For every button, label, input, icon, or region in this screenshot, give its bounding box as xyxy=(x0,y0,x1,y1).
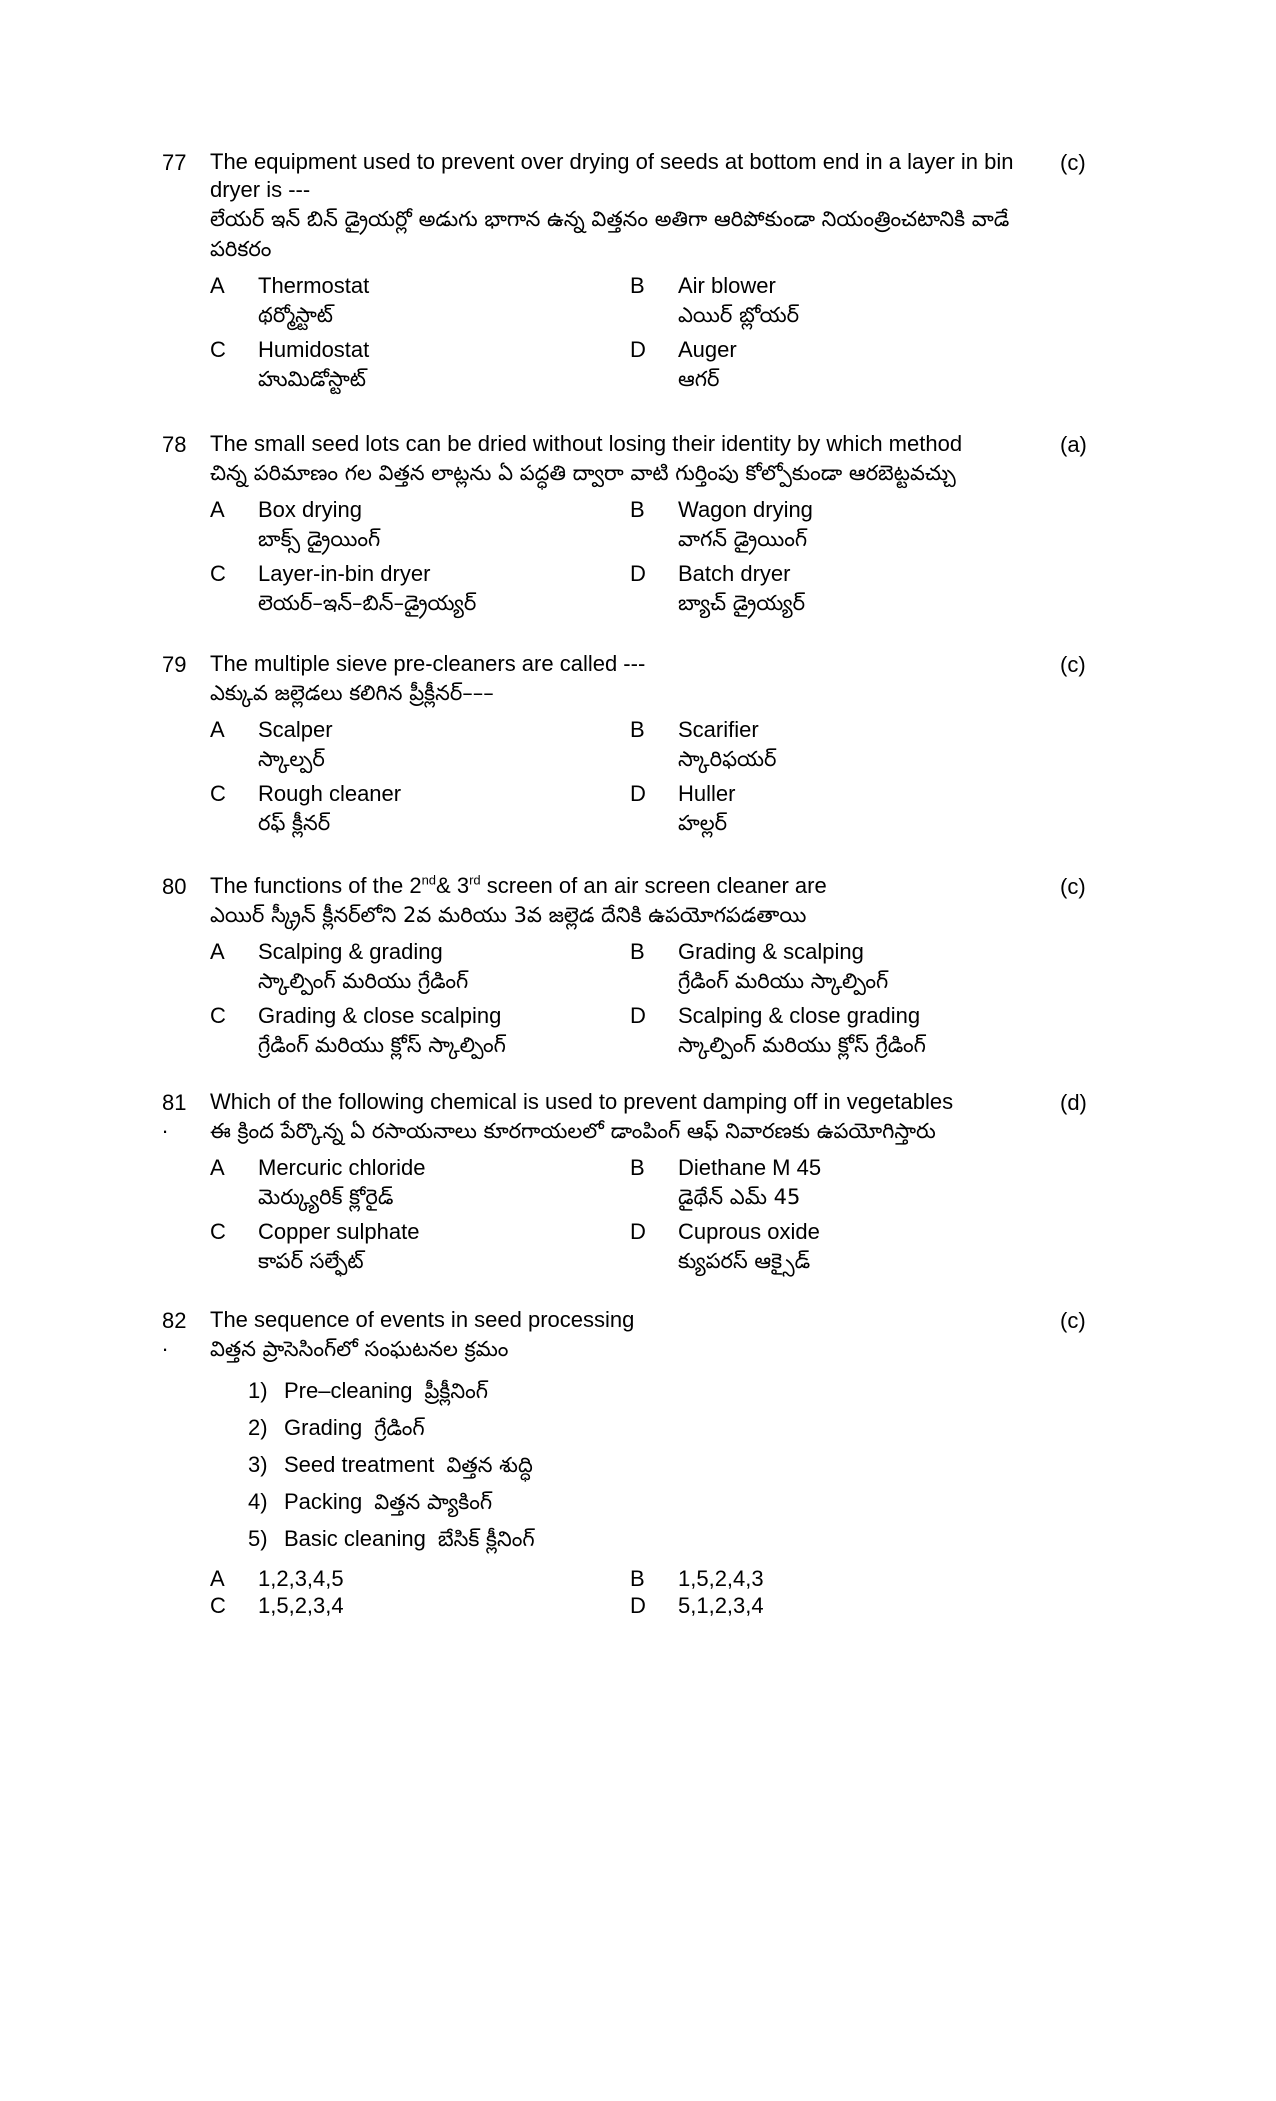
question-text-te: విత్తన ప్రాసెసింగ్‌లో సంఘటనల క్రమం xyxy=(210,1337,509,1361)
option-a: A 1,2,3,4,5 xyxy=(210,1566,344,1591)
list-item: 2) Grading గ్రేడింగ్ xyxy=(248,1415,425,1440)
list-item: 1) Pre–cleaning ప్రీక్లీనింగ్ xyxy=(248,1378,488,1403)
answer-key: (c) xyxy=(1060,652,1086,677)
list-item: 3) Seed treatment విత్తన శుద్ధి xyxy=(248,1452,533,1477)
list-item: 4) Packing విత్తన ప్యాకింగ్ xyxy=(248,1489,493,1514)
question-number: 79 xyxy=(162,652,187,677)
question-number: 77 xyxy=(162,150,187,175)
sequence-list xyxy=(248,1372,1040,1557)
question-number: 82 . xyxy=(162,1308,187,1356)
question-text-en: The sequence of events in seed processing xyxy=(210,1307,635,1332)
question-text-te: చిన్న పరిమాణం గల విత్తన లాట్లను ఏ పద్ధతి ద్వారా వాటి గుర్తింపు కోల్పోకుండా ఆరబెట్టవచ్చు xyxy=(210,461,956,485)
question-text-te: లేయర్ ఇన్ బిన్ డ్రైయర్లో అడుగు భాగాన ఉన్న విత్తనం అతిగా ఆరిపోకుండా నియంత్రించటానికి వాడే పరికరం xyxy=(210,207,1010,261)
question-text-te: ఈ క్రింద పేర్కొన్న ఏ రసాయనాలు కూరగాయలలో డాంపింగ్ ఆఫ్ నివారణకు ఉపయోగిస్తారు xyxy=(210,1119,936,1143)
question-number: 81 . xyxy=(162,1090,187,1138)
list-item: 5) Basic cleaning బేసిక్ క్లీనింగ్ xyxy=(248,1526,535,1551)
question-text-en: The functions of the 2nd& 3rd screen of an air screen cleaner are xyxy=(210,872,827,898)
answer-key: (c) xyxy=(1060,1308,1086,1333)
answer-key: (c) xyxy=(1060,874,1086,899)
question-text-en: The equipment used to prevent over drying of seeds at bottom end in a layer in bin dryer is --- xyxy=(210,149,1014,202)
question-text-te: ఎయిర్ స్క్రీన్ క్లీనర్‌లోని 2వ మరియు 3వ జల్లెడ దేనికి ఉపయోగపడతాయి xyxy=(210,903,807,927)
exam-page: 77 The equipment used to prevent over drying of seeds at bottom end in a layer in bin dryer is --- లేయర్ ఇన్ బిన్ డ్రైయర్లో అడుగు భాగాన ఉన్న విత్తనం అతిగా ఆరిపోకుండా నియంత్రించటానికి వాడే పరికరం A Thermostat థర్మోస్టాట్ B Air blower ఎయిర్ బ్లోయర్ C Humidostat హుమిడోస్టాట్ D Auger ఆగర్ (c) 78 The small seed lots can be dried without losing their identity by which method చిన్న పరిమాణం గల విత్తన లాట్లను ఏ పద్ధతి ద్వారా వాటి గుర్తింపు కోల్పోకుండా ఆరబెట్టవచ్చు A Box drying బాక్స్ డ్రైయింగ్ B Wagon drying వాగన్ డ్రైయింగ్ C Layer-in-bin dryer లెయర్–ఇన్–బిన్–డ్రైయ్యర్ D Batch dryer బ్యాచ్ డ్రైయ్యర్ (a) 79 The multiple sieve pre-cleaners are called --- ఎక్కువ జల్లెడలు కలిగిన ప్రీక్లీనర్––– A Scalper స్కాల్పర్ B Scarifier స్కారిఫయర్ C Rough cleaner రఫ్ క్లీనర్ D Huller హల్లర్ (c) 80 The functions of the 2nd& 3rd screen of an air screen cleaner are ఎయిర్ స్క్రీన్ క్లీనర్‌లోని 2వ మరియు 3వ జల్లెడ దేనికి ఉపయోగపడతాయి A Scalping & grading స్కాల్పింగ్ మరియు గ్రేడింగ్ B Grading & scalping గ్రేడింగ్ మరియు స్కాల్పింగ్ C Grading & close scalping గ్రేడింగ్ మరియు క్లోస్ స్కాల్పింగ్ D Scalping & close grading స్కాల్పింగ్ మరియు క్లోస్ గ్రేడింగ్ (c) 81 . Which of the following chemical is used to prevent damping off in vegetables ఈ క్రింద పేర్కొన్న ఏ రసాయనాలు కూరగాయలలో డాంపింగ్ ఆఫ్ నివారణకు ఉపయోగిస్తారు A Mercuric chloride మెర్క్యురిక్ క్లోరైడ్ B Diethane M 45 డైథేన్ ఎమ్ 45 C Copper sulphate కాపర్ సల్ఫేట్ D Cuprous oxide క్యుపరస్ ఆక్సైడ్ (d) 82 . The sequence of events in seed processing విత్తన ప్రాసెసింగ్‌లో సంఘటనల క్రమం 1) Pre–cleaning ప్రీక్లీనింగ్ 2) Grading గ్రేడింగ్ 3) Seed treatment విత్తన శుద్ధి 4) Packing విత్తన ప్యాకింగ్ 5) Basic cleaning బేసిక్ క్లీనింగ్ A 1,2,3,4,5 B 1,5,2,4,3 C 1,5,2,3,4 D 5,1,2,3,4 (c) xyxy=(162,149,1087,1618)
question-text-en: The small seed lots can be dried without losing their identity by which method xyxy=(210,431,963,456)
answer-key: (c) xyxy=(1060,150,1086,175)
question-text-te: ఎక్కువ జల్లెడలు కలిగిన ప్రీక్లీనర్––– xyxy=(210,681,494,705)
option-c: C 1,5,2,3,4 xyxy=(210,1593,344,1618)
question-number: 78 xyxy=(162,432,187,457)
answer-key: (d) xyxy=(1060,1090,1087,1115)
option-d: D 5,1,2,3,4 xyxy=(630,1593,764,1618)
question-text-en: The multiple sieve pre-cleaners are called --- xyxy=(210,651,646,676)
answer-key: (a) xyxy=(1060,432,1087,457)
option-b: B 1,5,2,4,3 xyxy=(630,1566,764,1591)
question-number: 80 xyxy=(162,874,187,899)
question-text-en: Which of the following chemical is used to prevent damping off in vegetables xyxy=(210,1089,954,1114)
